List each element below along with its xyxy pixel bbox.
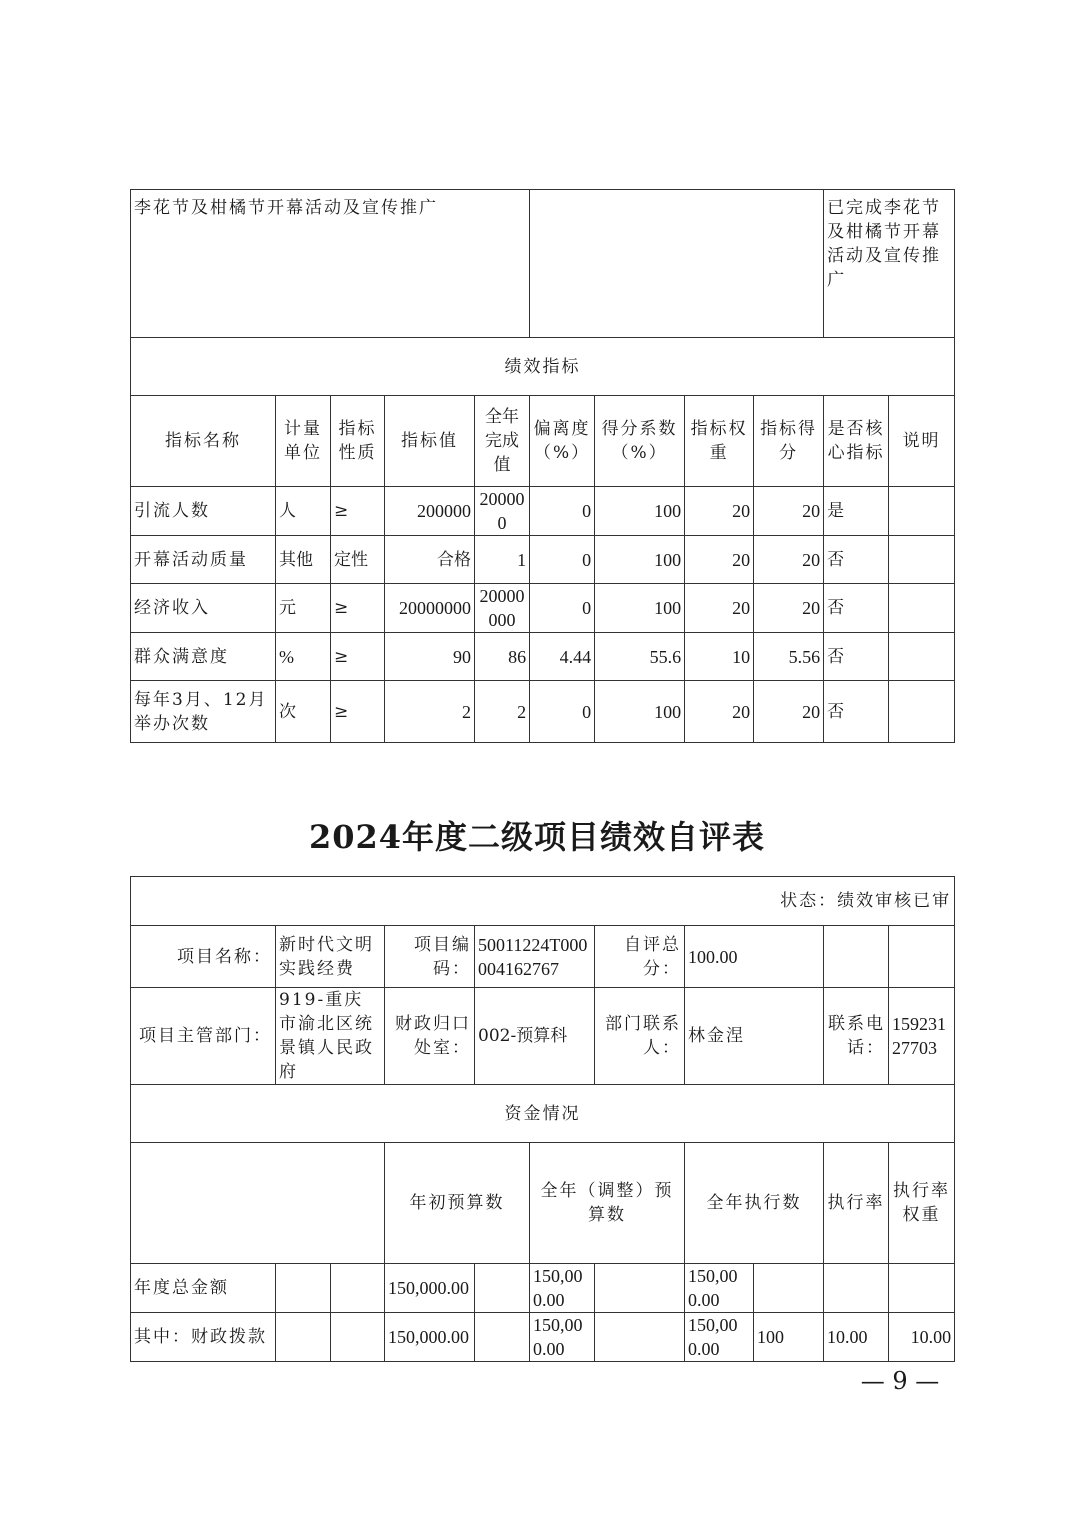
indicator-actual: 200000 <box>475 487 530 536</box>
header-cell: 指标值 <box>385 396 475 487</box>
indicator-score: 5.56 <box>754 633 824 681</box>
indicator-coef: 55.6 <box>595 633 685 681</box>
table-row <box>131 1313 955 1362</box>
indicator-actual: 20000000 <box>475 584 530 633</box>
project-code-value: 50011224T000004162767 <box>475 926 595 988</box>
table-row <box>131 681 955 743</box>
funds-row-label: 其中：财政拨款 <box>131 1313 276 1362</box>
header-cell: 指标性质 <box>331 396 385 487</box>
funds-header: 执行率 <box>824 1143 889 1264</box>
indicator-weight: 20 <box>685 536 754 584</box>
indicator-core: 否 <box>824 584 889 633</box>
self-score-label: 自评总分： <box>595 926 685 988</box>
funds-adjusted: 150,000.00 <box>530 1313 595 1362</box>
finance-office-value: 002-预算科 <box>475 988 595 1085</box>
empty-cell <box>331 1313 385 1362</box>
funds-header: 全年执行数 <box>685 1143 824 1264</box>
self-score-value: 100.00 <box>685 926 824 988</box>
indicator-note <box>889 584 955 633</box>
table-row <box>131 633 955 681</box>
content-cell: 李花节及柑橘节开幕活动及宣传推广 <box>131 190 530 338</box>
indicator-deviation: 0 <box>530 536 595 584</box>
indicator-coef: 100 <box>595 536 685 584</box>
funds-rate-score <box>889 1264 955 1313</box>
indicator-core: 是 <box>824 487 889 536</box>
indicator-weight: 10 <box>685 633 754 681</box>
page-number: — 9 — <box>860 1367 940 1395</box>
contact-label: 部门联系人： <box>595 988 685 1085</box>
indicator-nature: ≥ <box>331 487 385 536</box>
project-code-label: 项目编码： <box>385 926 475 988</box>
indicator-weight: 20 <box>685 487 754 536</box>
indicator-note <box>889 536 955 584</box>
indicator-name: 开幕活动质量 <box>131 536 276 584</box>
section-title-performance: 绩效指标 <box>131 338 955 396</box>
project-self-evaluation-table <box>130 876 955 1362</box>
funds-row-label: 年度总金额 <box>131 1264 276 1313</box>
funds-rate <box>754 1264 824 1313</box>
page-title: 2024年度二级项目绩效自评表 <box>308 818 766 856</box>
performance-indicator-table <box>130 189 955 743</box>
finance-office-label: 财政归口处室： <box>385 988 475 1085</box>
indicator-unit: 人 <box>276 487 331 536</box>
section-title-funds: 资金情况 <box>131 1085 955 1143</box>
indicator-core: 否 <box>824 536 889 584</box>
dept-label: 项目主管部门： <box>131 988 276 1085</box>
funds-rate-weight <box>824 1264 889 1313</box>
indicator-coef: 100 <box>595 584 685 633</box>
empty-cell <box>595 1264 685 1313</box>
indicator-actual: 1 <box>475 536 530 584</box>
phone-label: 联系电话： <box>824 988 889 1085</box>
empty-cell <box>595 1313 685 1362</box>
header-cell: 指标名称 <box>131 396 276 487</box>
indicator-target: 2 <box>385 681 475 743</box>
completion-cell: 已完成李花节及柑橘节开幕活动及宣传推广 <box>824 190 955 338</box>
contact-value: 林金涅 <box>685 988 824 1085</box>
indicator-nature: 定性 <box>331 536 385 584</box>
indicator-actual: 86 <box>475 633 530 681</box>
header-cell: 指标得分 <box>754 396 824 487</box>
funds-header: 执行率权重 <box>889 1143 955 1264</box>
indicator-name: 群众满意度 <box>131 633 276 681</box>
funds-rate: 100 <box>754 1313 824 1362</box>
empty-cell <box>475 1264 530 1313</box>
indicator-unit: 元 <box>276 584 331 633</box>
empty-cell <box>889 926 955 988</box>
funds-initial: 150,000.00 <box>385 1264 475 1313</box>
indicator-deviation: 0 <box>530 584 595 633</box>
header-cell: 指标权重 <box>685 396 754 487</box>
funds-executed: 150,000.00 <box>685 1313 754 1362</box>
table-row <box>131 536 955 584</box>
indicator-name: 经济收入 <box>131 584 276 633</box>
indicator-score: 20 <box>754 487 824 536</box>
indicator-note <box>889 487 955 536</box>
indicator-note <box>889 681 955 743</box>
funds-rate-weight: 10.00 <box>824 1313 889 1362</box>
indicator-note <box>889 633 955 681</box>
indicator-coef: 100 <box>595 681 685 743</box>
table-row <box>131 584 955 633</box>
header-cell: 说明 <box>889 396 955 487</box>
empty-header <box>131 1143 385 1264</box>
indicator-core: 否 <box>824 633 889 681</box>
indicator-unit: 其他 <box>276 536 331 584</box>
indicator-target: 20000000 <box>385 584 475 633</box>
indicator-unit: 次 <box>276 681 331 743</box>
indicator-deviation: 4.44 <box>530 633 595 681</box>
funds-initial: 150,000.00 <box>385 1313 475 1362</box>
indicator-actual: 2 <box>475 681 530 743</box>
funds-adjusted: 150,000.00 <box>530 1264 595 1313</box>
empty-cell <box>824 926 889 988</box>
indicator-unit: % <box>276 633 331 681</box>
indicator-target: 200000 <box>385 487 475 536</box>
header-cell: 全年完成值 <box>475 396 530 487</box>
indicator-target: 合格 <box>385 536 475 584</box>
indicator-name: 每年3月、12月举办次数 <box>131 681 276 743</box>
indicator-weight: 20 <box>685 584 754 633</box>
indicator-score: 20 <box>754 536 824 584</box>
header-cell: 偏离度（%） <box>530 396 595 487</box>
indicator-deviation: 0 <box>530 487 595 536</box>
indicator-score: 20 <box>754 584 824 633</box>
indicator-target: 90 <box>385 633 475 681</box>
empty-cell <box>276 1313 331 1362</box>
funds-rate-score: 10.00 <box>889 1313 955 1362</box>
indicator-core: 否 <box>824 681 889 743</box>
phone-value: 15923127703 <box>889 988 955 1085</box>
status-label: 状态：绩效审核已审 <box>131 877 955 926</box>
project-name-value: 新时代文明实践经费 <box>276 926 385 988</box>
dept-value: 919-重庆市渝北区统景镇人民政府 <box>276 988 385 1085</box>
indicator-deviation: 0 <box>530 681 595 743</box>
empty-cell <box>331 1264 385 1313</box>
middle-cell <box>530 190 824 338</box>
header-cell: 是否核心指标 <box>824 396 889 487</box>
indicator-score: 20 <box>754 681 824 743</box>
empty-cell <box>276 1264 331 1313</box>
header-cell: 计量单位 <box>276 396 331 487</box>
indicator-coef: 100 <box>595 487 685 536</box>
project-name-label: 项目名称： <box>131 926 276 988</box>
funds-header: 全年（调整）预算数 <box>530 1143 685 1264</box>
table-row <box>131 487 955 536</box>
indicator-nature: ≥ <box>331 681 385 743</box>
table-row <box>131 1264 955 1313</box>
indicator-name: 引流人数 <box>131 487 276 536</box>
indicator-nature: ≥ <box>331 584 385 633</box>
header-cell: 得分系数（%） <box>595 396 685 487</box>
funds-header: 年初预算数 <box>385 1143 530 1264</box>
indicator-weight: 20 <box>685 681 754 743</box>
funds-executed: 150,000.00 <box>685 1264 754 1313</box>
indicator-nature: ≥ <box>331 633 385 681</box>
empty-cell <box>475 1313 530 1362</box>
